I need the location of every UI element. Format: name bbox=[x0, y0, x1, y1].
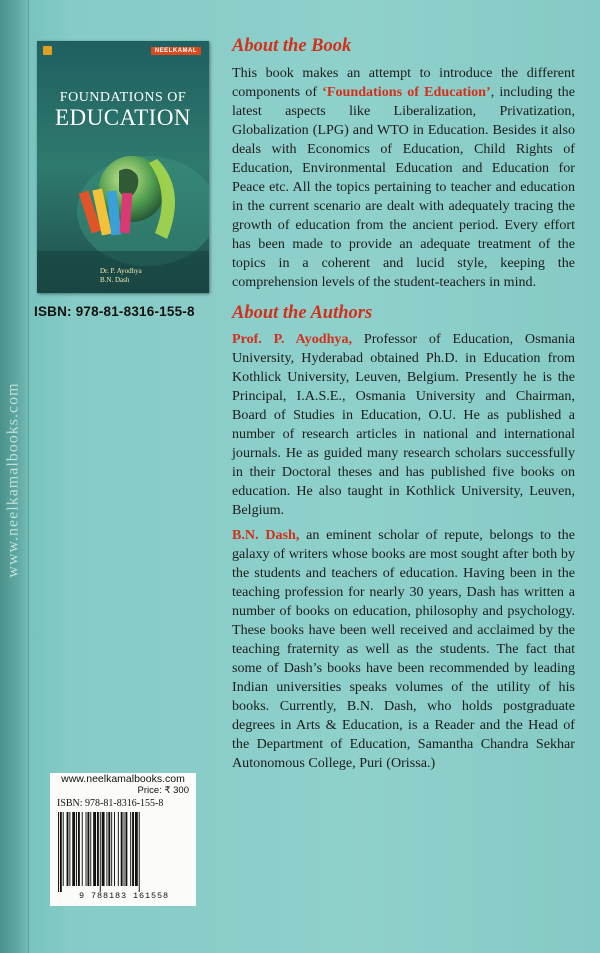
cover-thumbnail bbox=[37, 41, 209, 293]
main-text-column bbox=[232, 34, 575, 773]
spine-url-container bbox=[2, 340, 26, 620]
author2-bio bbox=[232, 526, 575, 773]
about-book-text-before: This book makes an attempt to introduce the different components of bbox=[232, 65, 575, 100]
barcode-digits: 9 788183 161558 bbox=[78, 891, 169, 901]
spine-url: www.neelkamalbooks.com bbox=[5, 382, 23, 578]
cover-author1: Dr. P. Ayodhya bbox=[100, 267, 142, 275]
cover-title-line2: EDUCATION bbox=[54, 105, 192, 130]
about-book-text-after: , including the latest aspects like Liberalization, Privatization, Globalization (LPG) and WTO in Education. Besides it also deals with Economics of Education, Child Rights of Education, Environmental Education and Education for Peace etc. All the topics pertaining to teacher and education in the current scenario are dealt with adequately tracing the growth of education from the ancient period. Every effort has been made to provide an adequate treatment of the topics in a coherent and lucid style, keeping the comprehension levels of the student-teachers in mind. bbox=[232, 84, 575, 290]
author1-bio-text: Professor of Education, Osmania University, Hyderabad obtained Ph.D. in Education from Kothlick University, Leuven, Belgium. Presently he is the Principal, I.A.S.E., Osmania University and Chairman, Board of Studies in Education, O.U. He as published a number of research articles in national and international journals. He as guided many research scholars successfully in their Doctoral theses and has published five books on education. He also taught in Kothlick University, Leuven, Belgium. bbox=[232, 331, 575, 518]
sticker-price: Price: ₹ 300 bbox=[137, 785, 189, 796]
cover-art bbox=[37, 41, 209, 293]
author1-bio bbox=[232, 330, 575, 520]
about-authors-heading: About the Authors bbox=[232, 303, 373, 323]
cover-title-line1: FOUNDATIONS OF bbox=[59, 90, 187, 105]
spine bbox=[0, 0, 29, 953]
barcode-image bbox=[57, 812, 191, 892]
about-book-highlight: ‘Foundations of Education’ bbox=[322, 84, 491, 100]
cover-author2: B.N. Dash bbox=[100, 276, 130, 284]
barcode-sticker bbox=[50, 773, 196, 906]
sticker-isbn: ISBN: 978-81-8316-155-8 bbox=[57, 798, 164, 809]
author2-name: B.N. Dash, bbox=[232, 527, 300, 543]
about-book-heading: About the Book bbox=[232, 36, 352, 56]
isbn-label: ISBN: 978-81-8316-155-8 bbox=[34, 304, 195, 319]
author2-bio-text: an eminent scholar of repute, belongs to the galaxy of writers whose books are most sought after both by the students and teachers of education. Having been in the teaching profession for nearly 30 years, Dash has written a number of books on education, philosophy and psychology. These books have been well received and acclaimed by the teaching fraternity as well as the students. The fact that some of Dash’s books have been recommended by leading Indian universities speaks volumes of the utility of his books. Currently, B.N. Dash, who holds postgraduate degrees in Arts & Education, is a Reader and the Head of the Department of Education, Samantha Chandra Sekhar Autonomous College, Puri (Orissa.) bbox=[232, 527, 575, 771]
sticker-url: www.neelkamalbooks.com bbox=[61, 773, 185, 785]
publisher-logo-icon bbox=[43, 46, 52, 55]
cover-publisher: NEELKAMAL bbox=[151, 47, 201, 55]
cover-authors bbox=[100, 267, 142, 285]
author1-name: Prof. P. Ayodhya, bbox=[232, 331, 353, 347]
about-book-text bbox=[232, 64, 575, 292]
